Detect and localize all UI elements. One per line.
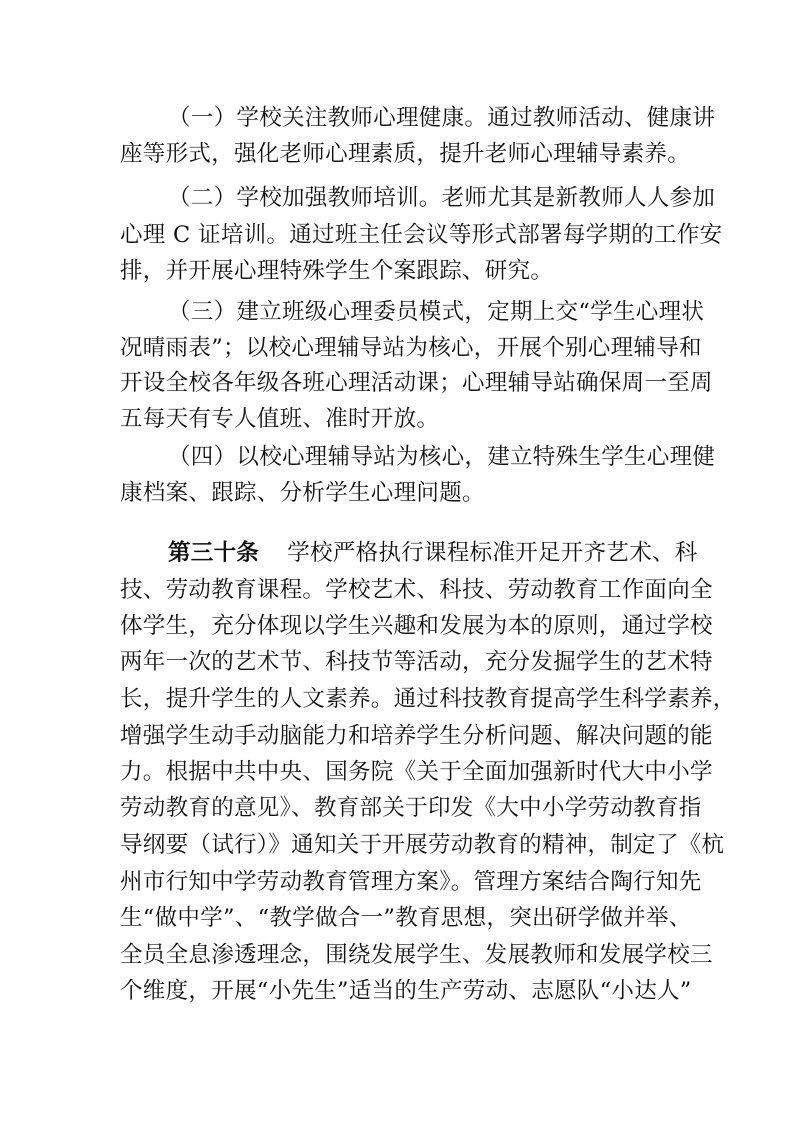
article-label: 第三十条 bbox=[168, 540, 260, 566]
paragraph-line: 五每天有专人值班、准时开放。 bbox=[120, 406, 440, 432]
paragraph-line: 个维度，开展“小先生”适当的生产劳动、志愿队“小达人” bbox=[120, 978, 692, 1004]
paragraph-line: 增强学生动手动脑能力和培养学生分析问题、解决问题的能 bbox=[120, 723, 713, 749]
paragraph-line: 全员全息渗透理念，围绕发展学生、发展教师和发展学校三 bbox=[120, 942, 713, 968]
paragraph-line: 力。根据中共中央、国务院《关于全面加强新时代大中小学 bbox=[120, 759, 713, 785]
paragraph-line: （一）学校关注教师心理健康。通过教师活动、健康讲 bbox=[168, 105, 716, 131]
paragraph-line: 导纲要（试行）》通知关于开展劳动教育的精神，制定了《杭 bbox=[120, 832, 725, 858]
paragraph-line: 康档案、跟踪、分析学生心理问题。 bbox=[120, 480, 485, 506]
paragraph-line: 心理 C 证培训。通过班主任会议等形式部署每学期的工作安 bbox=[120, 222, 723, 248]
paragraph-line: 体学生，充分体现以学生兴趣和发展为本的原则，通过学校 bbox=[120, 613, 713, 639]
paragraph-line: 长，提升学生的人文素养。通过科技教育提高学生科学素养， bbox=[120, 686, 736, 712]
paragraph-line: （四）以校心理辅导站为核心，建立特殊生学生心理健 bbox=[168, 444, 716, 470]
article-first-line bbox=[0, 537, 793, 569]
paragraph-line: （二）学校加强教师培训。老师尤其是新教师人人参加 bbox=[168, 185, 716, 211]
paragraph-line: 生“做中学”、“教学做合一”教育思想，突出研学做并举、 bbox=[120, 905, 692, 931]
paragraph-line: 学校严格执行课程标准开足开齐艺术、科 bbox=[287, 540, 698, 566]
paragraph-line: 州市行知中学劳动教育管理方案》。管理方案结合陶行知先 bbox=[120, 869, 702, 895]
paragraph-line: 劳动教育的意见》、教育部关于印发《大中小学劳动教育指 bbox=[120, 795, 702, 821]
paragraph-line: 两年一次的艺术节、科技节等活动，充分发掘学生的艺术特 bbox=[120, 649, 713, 675]
paragraph-line: （三）建立班级心理委员模式，定期上交“学生心理状 bbox=[168, 299, 705, 325]
paragraph-line: 排，并开展心理特殊学生个案跟踪、研究。 bbox=[120, 258, 554, 284]
paragraph-line: 技、劳动教育课程。学校艺术、科技、劳动教育工作面向全 bbox=[120, 577, 713, 603]
paragraph-line: 开设全校各年级各班心理活动课；心理辅导站确保周一至周 bbox=[120, 370, 713, 396]
paragraph-line: 座等形式，强化老师心理素质，提升老师心理辅导素养。 bbox=[120, 141, 691, 167]
paragraph-line: 况晴雨表”；以校心理辅导站为核心，开展个别心理辅导和 bbox=[120, 335, 702, 361]
